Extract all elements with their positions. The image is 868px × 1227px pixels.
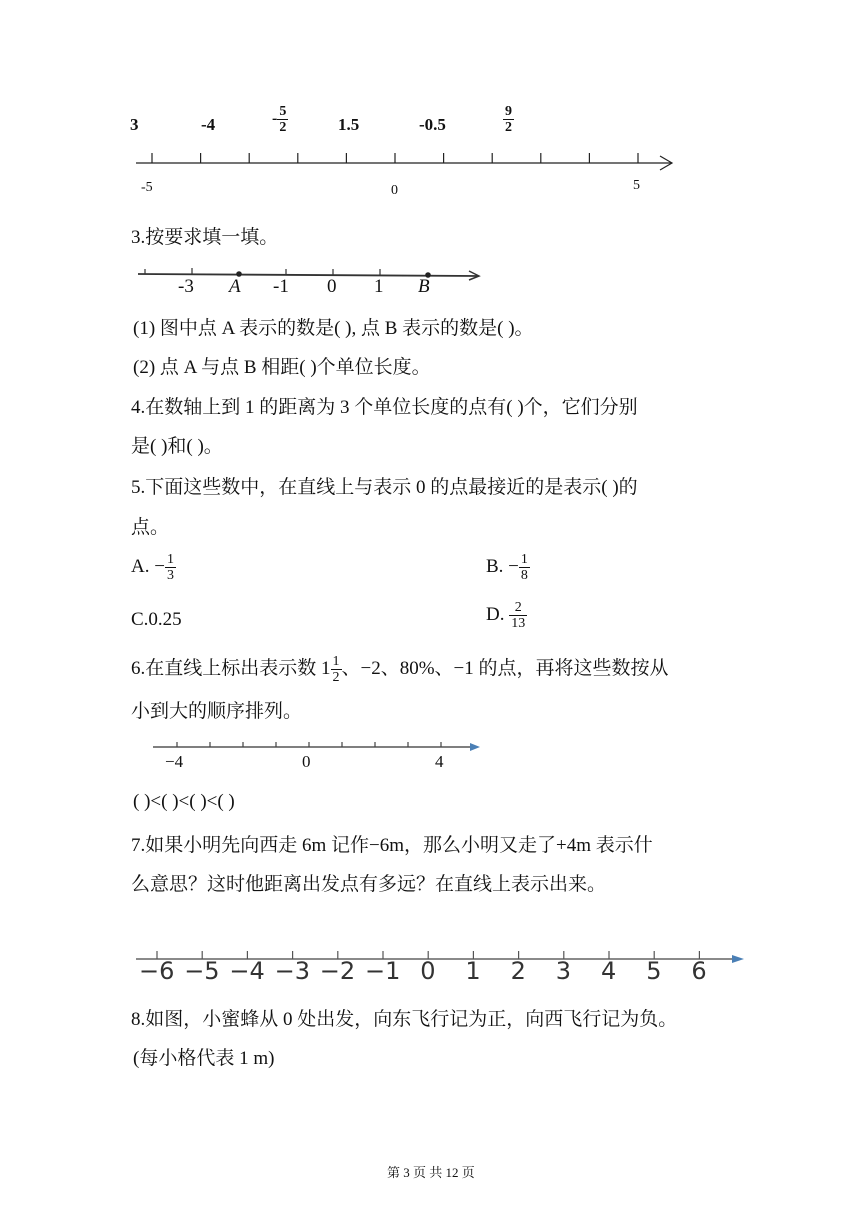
frac-den: 2 [279, 120, 287, 135]
q7-axis-label: 4 [601, 957, 617, 985]
frac-num: 2 [514, 600, 522, 615]
q7-axis-label: 2 [510, 957, 526, 985]
q7-axis-label: 1 [465, 957, 481, 985]
q5-option-c: C.0.25 [131, 609, 182, 630]
q3-part2: (2) 点 A 与点 B 相距( )个单位长度。 [133, 357, 431, 378]
q3-part1: (1) 图中点 A 表示的数是( ), 点 B 表示的数是( )。 [133, 318, 534, 339]
q4-line2: 是( )和( )。 [131, 436, 223, 457]
q6-line2: 小到大的顺序排列。 [131, 701, 303, 722]
q3-label-neg1: -1 [273, 276, 289, 297]
page-footer: 第 3 页 共 12 页 [387, 1165, 475, 1180]
option-label: A. − [131, 555, 165, 577]
mixed-whole: 1 [321, 657, 331, 679]
q3-label-a: A [229, 276, 241, 297]
q6-text-pre: 6.在直线上标出表示数 [131, 657, 322, 679]
frac-den: 8 [520, 568, 528, 583]
q2-label-5: 5 [633, 178, 640, 193]
q6-text-post: 、−2、80%、−1 的点，再将这些数按从 [341, 657, 669, 679]
q7-line2: 么意思？这时他距离出发点有多远？在直线上表示出来。 [131, 874, 607, 895]
q3-label-1: 1 [374, 276, 384, 297]
q7-axis-label: −3 [274, 957, 310, 985]
q2-label-neg5: -5 [141, 180, 153, 195]
q2-value-1-5: 1.5 [338, 115, 360, 134]
q7-axis-label: −1 [365, 957, 401, 985]
q6-label-0: 0 [302, 752, 311, 771]
q7-axis-label: 5 [646, 957, 662, 985]
frac-num: 9 [505, 104, 512, 119]
frac-num: 1 [166, 552, 174, 567]
q6-label-neg4: −4 [165, 752, 184, 771]
frac-num: 1 [332, 654, 340, 669]
q7-axis-label: −2 [319, 957, 356, 985]
q4-line1: 4.在数轴上到 1 的距离为 3 个单位长度的点有( )个，它们分别 [131, 397, 638, 418]
q7-line1: 7.如果小明先向西走 6m 记作−6m，那么小明又走了+4m 表示什 [131, 835, 653, 856]
q6-label-4: 4 [435, 752, 444, 771]
q7-axis-label: 6 [691, 957, 707, 985]
frac-den: 3 [166, 568, 174, 583]
q7-axis-label: 3 [555, 957, 572, 985]
q8-line1: 8.如图，小蜜蜂从 0 处出发，向东飞行记为正，向西飞行记为负。 [131, 1009, 678, 1030]
q7-axis-label: −4 [229, 957, 265, 985]
q2-label-0: 0 [391, 183, 398, 198]
minus-sign: - [272, 110, 278, 128]
q3-title: 3.按要求填一填。 [131, 227, 279, 248]
frac-num: 1 [520, 552, 528, 567]
frac-num: 5 [279, 104, 287, 119]
frac-den: 2 [505, 120, 512, 135]
q5-line1: 5.下面这些数中，在直线上与表示 0 的点最接近的是表示( )的 [131, 477, 638, 498]
q2-value-neg0-5: -0.5 [419, 115, 446, 134]
q3-label-neg3: -3 [178, 276, 194, 297]
frac-den: 13 [511, 616, 526, 631]
q8-line2: (每小格代表 1 m) [133, 1048, 275, 1069]
q3-label-b: B [418, 276, 430, 297]
option-label: D. [486, 603, 510, 625]
q6-order-blanks: ( )<( )<( )<( ) [133, 791, 235, 812]
q3-label-0: 0 [327, 276, 337, 297]
q7-axis-label: 0 [420, 957, 436, 985]
option-label: B. − [486, 555, 519, 577]
q7-axis-label: −6 [139, 957, 175, 985]
q2-value-3: 3 [130, 115, 139, 134]
q7-axis-label: −5 [184, 957, 220, 985]
q5-line2: 点。 [131, 517, 170, 538]
q2-value-neg4: -4 [201, 115, 216, 134]
frac-den: 2 [332, 670, 340, 685]
